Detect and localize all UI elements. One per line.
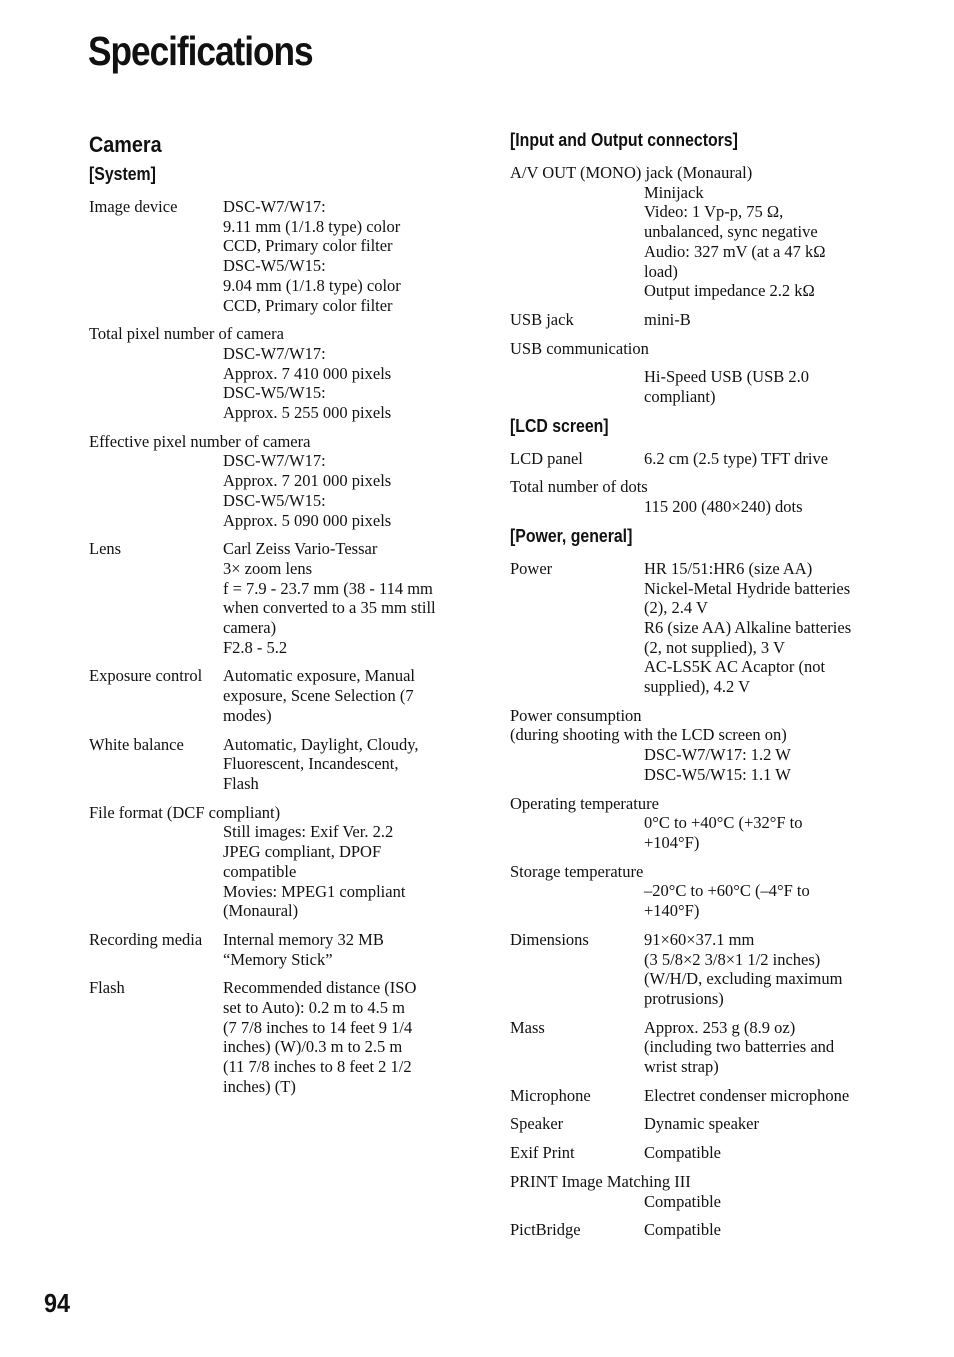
spec-label: Flash xyxy=(89,978,125,998)
spec-value-line: DSC-W5/W15: xyxy=(223,383,326,403)
spec-operating-temperature xyxy=(510,794,890,853)
spec-value-line: Compatible xyxy=(644,1191,721,1211)
spec-value xyxy=(644,1114,759,1134)
spec-total-pixel-number-of-camera xyxy=(89,324,459,423)
spec-label: Speaker xyxy=(510,1114,564,1134)
spec-lens xyxy=(89,539,459,657)
spec-value-line: supplied), 4.2 V xyxy=(644,677,751,697)
spec-list-system xyxy=(89,197,459,1097)
spec-label: Storage temperature xyxy=(510,861,644,881)
spec-value xyxy=(644,1086,849,1106)
spec-value-line: Compatible xyxy=(644,1220,721,1240)
spec-value-line: AC-LS5K AC Acaptor (not xyxy=(644,657,826,677)
spec-value-line: Approx. 5 090 000 pixels xyxy=(223,510,392,530)
spec-dimensions xyxy=(510,930,890,1009)
spec-value-line: inches) (W)/0.3 m to 2.5 m xyxy=(223,1037,403,1057)
spec-value xyxy=(89,451,459,530)
spec-value-line: Approx. 7 201 000 pixels xyxy=(223,471,392,491)
spec-value-line: +104°F) xyxy=(644,832,700,852)
spec-value-line: Carl Zeiss Vario-Tessar xyxy=(223,539,378,559)
page-title: Specifications xyxy=(88,28,313,74)
spec-value-line: (2), 2.4 V xyxy=(644,598,708,618)
spec-value-line: “Memory Stick” xyxy=(223,949,333,969)
spec-value xyxy=(223,930,384,969)
spec-label: Power xyxy=(510,558,553,578)
spec-label: USB communication xyxy=(510,338,649,358)
spec-value xyxy=(510,813,890,852)
spec-label: File format (DCF compliant) xyxy=(89,802,281,822)
spec-label: Dimensions xyxy=(510,929,589,949)
spec-value-line: compliant) xyxy=(644,387,716,407)
spec-value-line: –20°C to +60°C (–4°F to xyxy=(644,881,810,901)
spec-value-line: (11 7/8 inches to 8 feet 2 1/2 xyxy=(223,1057,412,1077)
spec-value-line: (Monaural) xyxy=(223,901,299,921)
spec-white-balance xyxy=(89,735,459,794)
spec-value-line: DSC-W5/W15: 1.1 W xyxy=(644,764,791,784)
spec-value-line: Fluorescent, Incandescent, xyxy=(223,754,399,774)
spec-label: Total pixel number of camera xyxy=(89,324,284,344)
spec-value-line: inches) (T) xyxy=(223,1076,296,1096)
spec-a-v-out-mono-jack-monaural xyxy=(510,163,890,301)
spec-label: Recording media xyxy=(89,929,203,949)
spec-value-line: Approx. 253 g (8.9 oz) xyxy=(644,1017,796,1037)
spec-usb-jack xyxy=(510,310,890,330)
spec-label: Exposure control xyxy=(89,666,203,686)
group-title-input-and-output-connectors: [Input and Output connectors] xyxy=(510,130,738,150)
spec-value-line: Approx. 7 410 000 pixels xyxy=(223,363,392,383)
spec-storage-temperature xyxy=(510,862,890,921)
spec-exif-print xyxy=(510,1143,890,1163)
spec-value-line: 0°C to +40°C (+32°F to xyxy=(644,813,803,833)
spec-value-line: (7 7/8 inches to 14 feet 9 1/4 xyxy=(223,1017,413,1037)
section-title-camera: Camera xyxy=(89,132,162,157)
spec-value xyxy=(223,666,415,725)
spec-value xyxy=(510,497,890,517)
page-number: 94 xyxy=(44,1288,71,1318)
spec-group-power-general xyxy=(510,526,890,1240)
spec-value xyxy=(510,367,890,406)
spec-microphone xyxy=(510,1086,890,1106)
spec-value xyxy=(644,1220,721,1240)
spec-value-line: Automatic, Daylight, Cloudy, xyxy=(223,734,419,754)
spec-value-line: +140°F) xyxy=(644,901,700,921)
spec-value-line: when converted to a 35 mm still xyxy=(223,598,436,618)
spec-label: Total number of dots xyxy=(510,477,648,497)
spec-value-line: CCD, Primary color filter xyxy=(223,236,393,256)
spec-value-line: (2, not supplied), 3 V xyxy=(644,637,785,657)
spec-recording-media xyxy=(89,930,459,969)
spec-value-line: 6.2 cm (2.5 type) TFT drive xyxy=(644,448,829,468)
spec-effective-pixel-number-of-camera xyxy=(89,432,459,531)
spec-value-line: load) xyxy=(644,261,678,281)
spec-file-format-dcf-compliant xyxy=(89,803,459,921)
spec-value-line: Electret condenser microphone xyxy=(644,1085,850,1105)
spec-value-line: R6 (size AA) Alkaline batteries xyxy=(644,617,852,637)
spec-value-line: HR 15/51:HR6 (size AA) xyxy=(644,558,813,578)
spec-value-line: Audio: 327 mV (at a 47 kΩ xyxy=(644,241,826,261)
spec-value-line: 115 200 (480×240) dots xyxy=(644,497,803,517)
spec-value xyxy=(510,881,890,920)
spec-value-line: DSC-W7/W17: xyxy=(223,343,326,363)
spec-value-line: Output impedance 2.2 kΩ xyxy=(644,281,815,301)
spec-speaker xyxy=(510,1114,890,1134)
spec-value xyxy=(644,930,842,1009)
spec-label: USB jack xyxy=(510,309,574,329)
spec-value-line: mini-B xyxy=(644,309,691,329)
spec-value-line: 9.11 mm (1/1.8 type) color xyxy=(223,216,401,236)
spec-value-line: DSC-W7/W17: xyxy=(223,451,326,471)
spec-value-line: JPEG compliant, DPOF xyxy=(223,842,382,862)
spec-value-line: Internal memory 32 MB xyxy=(223,929,384,949)
spec-value-line: CCD, Primary color filter xyxy=(223,295,393,315)
spec-value-line: DSC-W7/W17: xyxy=(223,197,326,216)
spec-usb-communication xyxy=(510,339,890,407)
spec-label: PictBridge xyxy=(510,1220,581,1240)
spec-value-line: DSC-W5/W15: xyxy=(223,256,326,276)
spec-value-line: Approx. 5 255 000 pixels xyxy=(223,403,392,423)
spec-value xyxy=(223,735,419,794)
spec-value-line: unbalanced, sync negative xyxy=(644,222,818,242)
spec-value-line: (W/H/D, excluding maximum xyxy=(644,969,843,989)
spec-value-line: compatible xyxy=(223,861,297,881)
spec-value-line: Automatic exposure, Manual xyxy=(223,666,415,686)
group-title-power-general: [Power, general] xyxy=(510,525,633,546)
spec-label: Lens xyxy=(89,539,122,559)
spec-value xyxy=(644,310,691,330)
spec-value-line: Flash xyxy=(223,773,259,793)
spec-value-line: exposure, Scene Selection (7 xyxy=(223,686,414,706)
spec-value-line: Nickel-Metal Hydride batteries xyxy=(644,578,851,598)
spec-value-line: Still images: Exif Ver. 2.2 xyxy=(223,822,394,842)
spec-label: Image device xyxy=(89,197,178,216)
spec-label: PRINT Image Matching III xyxy=(510,1171,691,1191)
spec-value-line: Compatible xyxy=(644,1143,721,1163)
spec-value xyxy=(510,183,890,301)
spec-label: Power consumption xyxy=(510,705,642,725)
left-column xyxy=(89,128,459,1106)
spec-exposure-control xyxy=(89,666,459,725)
spec-value xyxy=(89,344,459,423)
spec-value-line: Dynamic speaker xyxy=(644,1114,759,1134)
spec-value-line: Hi-Speed USB (USB 2.0 xyxy=(644,367,810,387)
spec-flash xyxy=(89,978,459,1096)
spec-label: Mass xyxy=(510,1017,545,1037)
spec-value xyxy=(644,449,828,469)
spec-image-device xyxy=(89,197,459,315)
spec-value-line: protrusions) xyxy=(644,988,724,1008)
spec-label: White balance xyxy=(89,734,184,754)
spec-value-line: 9.04 mm (1/1.8 type) color xyxy=(223,275,401,295)
spec-value xyxy=(644,1143,721,1163)
spec-value-line: (3 5/8×2 3/8×1 1/2 inches) xyxy=(644,949,821,969)
spec-value-line: 91×60×37.1 mm xyxy=(644,929,755,949)
group-title-lcd-screen: [LCD screen] xyxy=(510,415,609,436)
spec-label: LCD panel xyxy=(510,448,583,468)
group-title-system: [System] xyxy=(89,164,156,184)
spec-value-line: Movies: MPEG1 compliant xyxy=(223,881,406,901)
spec-value xyxy=(510,1192,890,1212)
spec-value xyxy=(89,822,459,921)
spec-value-line: 3× zoom lens xyxy=(223,558,313,578)
spec-value xyxy=(510,745,890,784)
right-column xyxy=(510,130,890,1249)
spec-value xyxy=(644,1018,834,1077)
spec-value-line: camera) xyxy=(223,618,277,638)
spec-value-line: (including two batterries and xyxy=(644,1037,835,1057)
spec-value-line: Video: 1 Vp-p, 75 Ω, xyxy=(644,202,784,222)
spec-group-input-and-output-connectors xyxy=(510,130,890,407)
spec-label: Microphone xyxy=(510,1085,591,1105)
spec-label: Operating temperature xyxy=(510,793,659,813)
spec-value xyxy=(644,559,851,697)
spec-label: Exif Print xyxy=(510,1143,575,1163)
spec-value-line: F2.8 - 5.2 xyxy=(223,637,288,657)
spec-group-lcd-screen xyxy=(510,416,890,517)
spec-total-number-of-dots xyxy=(510,477,890,516)
spec-lcd-panel xyxy=(510,449,890,469)
spec-sublabel: (during shooting with the LCD screen on) xyxy=(510,725,787,745)
spec-value-line: set to Auto): 0.2 m to 4.5 m xyxy=(223,998,405,1018)
spec-power-consumption xyxy=(510,706,890,785)
spec-value-line: f = 7.9 - 23.7 mm (38 - 114 mm xyxy=(223,578,433,598)
spec-power xyxy=(510,559,890,697)
spec-value xyxy=(223,197,401,315)
spec-label: Effective pixel number of camera xyxy=(89,431,311,451)
spec-value-line: wrist strap) xyxy=(644,1057,719,1077)
spec-value xyxy=(223,539,436,657)
spec-mass xyxy=(510,1018,890,1077)
spec-pictbridge xyxy=(510,1220,890,1240)
spec-value-line: Recommended distance (ISO xyxy=(223,978,417,998)
spec-value xyxy=(223,978,416,1096)
spec-label: A/V OUT (MONO) jack (Monaural) xyxy=(510,163,753,182)
spec-value-line: DSC-W5/W15: xyxy=(223,490,326,510)
spec-value-line: Minijack xyxy=(644,182,704,202)
spec-print-image-matching-iii xyxy=(510,1172,890,1211)
spec-value-line: modes) xyxy=(223,705,272,725)
spec-value-line: DSC-W7/W17: 1.2 W xyxy=(644,745,791,765)
